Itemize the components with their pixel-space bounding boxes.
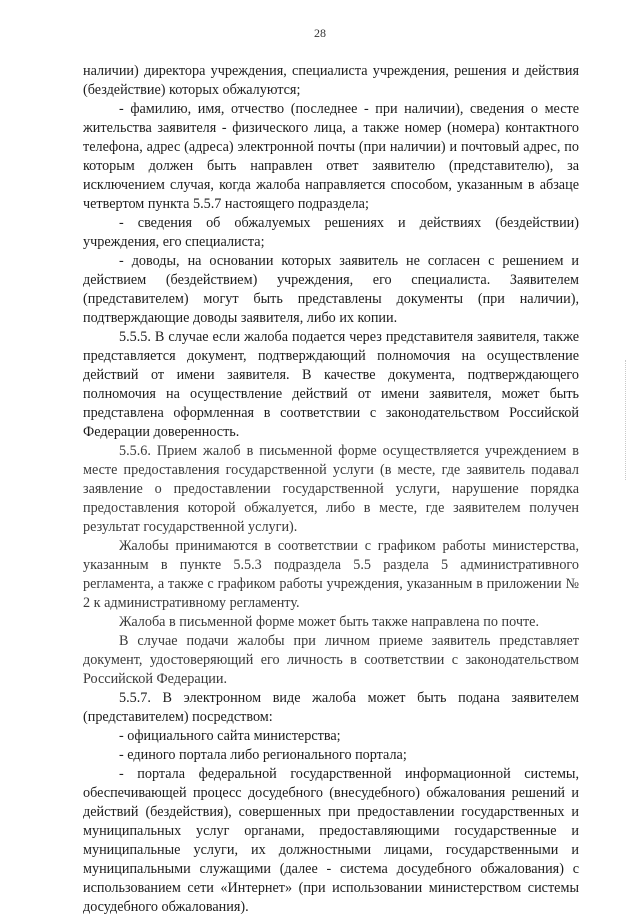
clause-5-5-6: 5.5.6. Прием жалоб в письменной форме осуществляется учреждением в месте предоставления государственной услуги (в месте, где заявитель подавал заявление о предоставлении государственной услуги, нарушение порядка предоставления которой обжалуется, либо в месте, где заявителем получен результат государственной услуги).	[83, 443, 579, 535]
clause-5-5-5: 5.5.5. В случае если жалоба подается через представителя заявителя, также представляется документ, подтверждающий полномочия на осуществление действий от имени заявителя. В качестве документа, подтверждающего полномочия на осуществление действий от имени заявителя, может быть представлена оформленная в соответствии с законодательством Российской Федерации доверенность.	[83, 329, 579, 440]
list-item-federal-portal: - портала федеральной государственной информационной системы, обеспечивающей процесс досудебного (внесудебного) обжалования решений и действий (бездействия), совершенных при предоставлении государственных и муниципальных услуг органами, предоставляющими государственные и муниципальные услуги, их должностными лицами, государственными и муниципальными служащими (далее - система досудебного обжалования) с использованием сети «Интернет» (при использовании министерством системы досудебного обжалования).	[83, 766, 579, 915]
paragraph-personal-reception: В случае подачи жалобы при личном приеме заявитель представляет документ, удостоверяющий его личность в соответствии с законодательством Российской Федерации.	[83, 633, 579, 687]
paragraph-postal: Жалоба в письменной форме может быть также направлена по почте.	[119, 614, 540, 630]
list-item-arguments: - доводы, на основании которых заявитель не согласен с решением и действием (бездействием) учреждения, его специалиста. Заявителем (представителем) могут быть представлены документы (при наличии), подтверждающие доводы заявителя, либо их копии.	[83, 253, 579, 326]
clause-5-5-7: 5.5.7. В электронном виде жалоба может быть подана заявителем (представителем) посредством:	[83, 690, 579, 725]
list-item-applicant-details: - фамилию, имя, отчество (последнее - при наличии), сведения о месте жительства заявителя - физического лица, а также номер (номера) контактного телефона, адрес (адреса) электронной почты (при наличии) и почтовый адрес, по которым должен быть направлен ответ заявителю (представителю), за исключением случая, когда жалоба направляется способом, указанным в абзаце четвертом пункта 5.5.7 настоящего подраздела;	[83, 101, 579, 212]
paragraph-schedule: Жалобы принимаются в соответствии с графиком работы министерства, указанным в пункте 5.5.3 подраздела 5.5 раздела 5 административного регламента, а также с графиком работы учреждения, указанным в приложении № 2 к административному регламенту.	[83, 538, 579, 611]
document-body	[83, 62, 579, 917]
list-item-appealed-decisions: - сведения об обжалуемых решениях и действиях (бездействии) учреждения, его специалиста;	[83, 215, 579, 250]
scan-edge-mark	[624, 360, 626, 480]
list-item-ministry-site: - официального сайта министерства;	[119, 728, 341, 744]
list-item-unified-portal: - единого портала либо регионального портала;	[119, 747, 407, 763]
page-number: 28	[314, 26, 326, 40]
paragraph-continuation: наличии) директора учреждения, специалиста учреждения, решения и действия (бездействие) которых обжалуются;	[83, 63, 579, 98]
